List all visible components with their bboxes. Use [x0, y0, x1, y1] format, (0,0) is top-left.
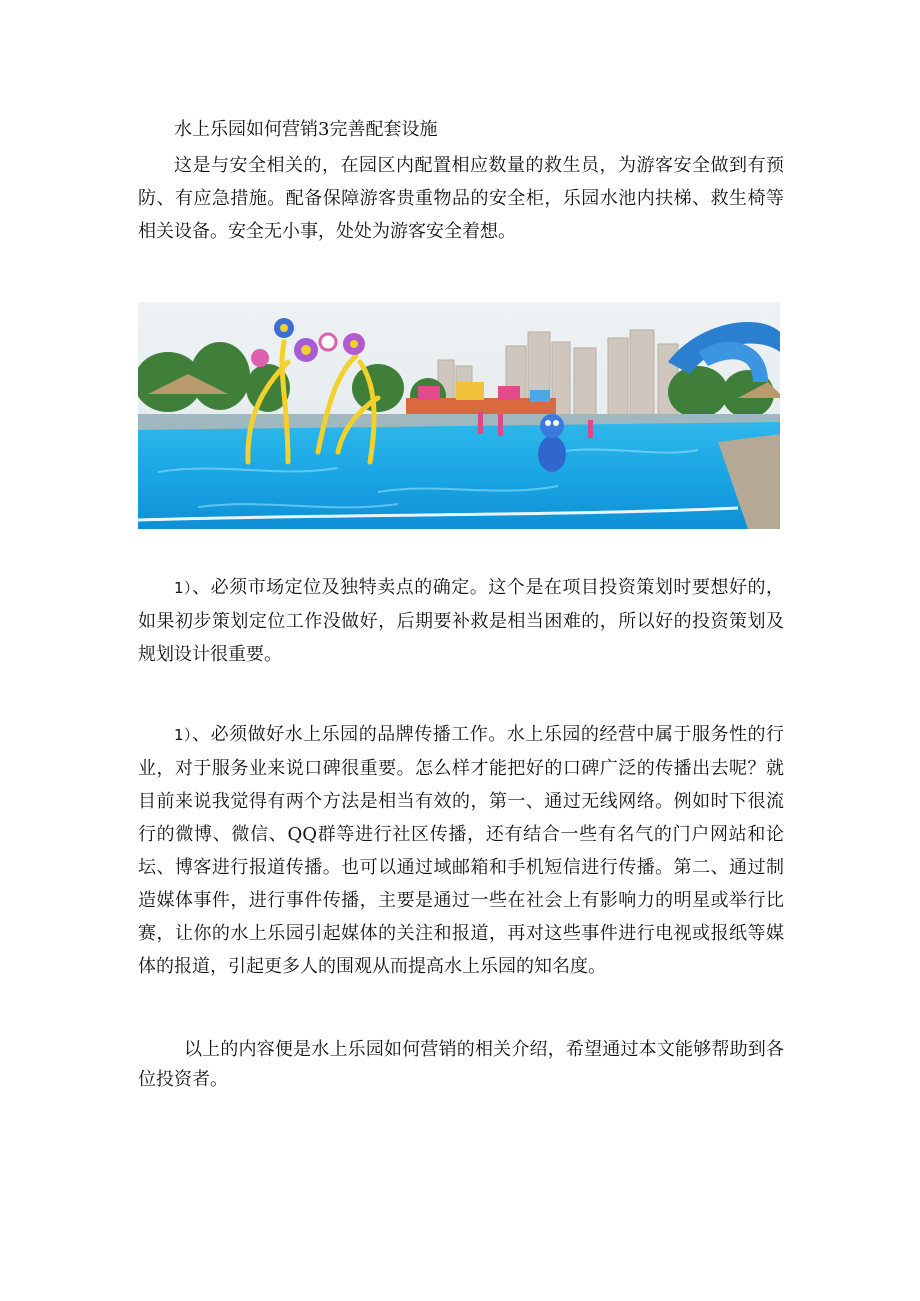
paragraph-conclusion: 以上的内容便是水上乐园如何营销的相关介绍，希望通过本文能够帮助到各位投资者。 — [138, 1039, 784, 1090]
paragraph-safety: 这是与安全相关的，在园区内配置相应数量的救生员，为游客安全做到有预防、有应急措施。配备保障游客贵重物品的安全柜，乐园水池内扶梯、救生椅等相关设备。安全无小事，处处为游客安全着想。 — [138, 155, 784, 242]
section-heading: 水上乐园如何营销3完善配套设施 — [174, 119, 438, 140]
paragraph-text: 、必须市场定位及独特卖点的确定。这个是在项目投资策划时要想好的，如果初步策划定位工作没做好，后期要补救是相当困难的，所以好的投资策划及规划设计很重要。 — [138, 577, 785, 665]
list-number: 1） — [174, 726, 193, 744]
paragraph-market-positioning — [138, 571, 784, 671]
water-park-pool-photo-icon — [138, 302, 780, 529]
water-park-photo — [138, 302, 780, 529]
paragraph-brand-promotion — [138, 718, 784, 983]
list-number: 1） — [174, 579, 193, 597]
paragraph-text: 、必须做好水上乐园的品牌传播工作。水上乐园的经营中属于服务性的行业，对于服务业来说口碑很重要。怎么样才能把好的口碑广泛的传播出去呢？就目前来说我觉得有两个方法是相当有效的，第一、通过无线网络。例如时下很流行的微博、微信、QQ群等进行社区传播，还有结合一些有名气的门户网站和论坛、博客进行报道传播。也可以通过域邮箱和手机短信进行传播。第二、通过制造媒体事件，进行事件传播，主要是通过一些在社会上有影响力的明星或举行比赛，让你的水上乐园引起媒体的关注和报道，再对这些事件进行电视或报纸等媒体的报道，引起更多人的围观从而提高水上乐园的知名度。 — [138, 724, 785, 977]
